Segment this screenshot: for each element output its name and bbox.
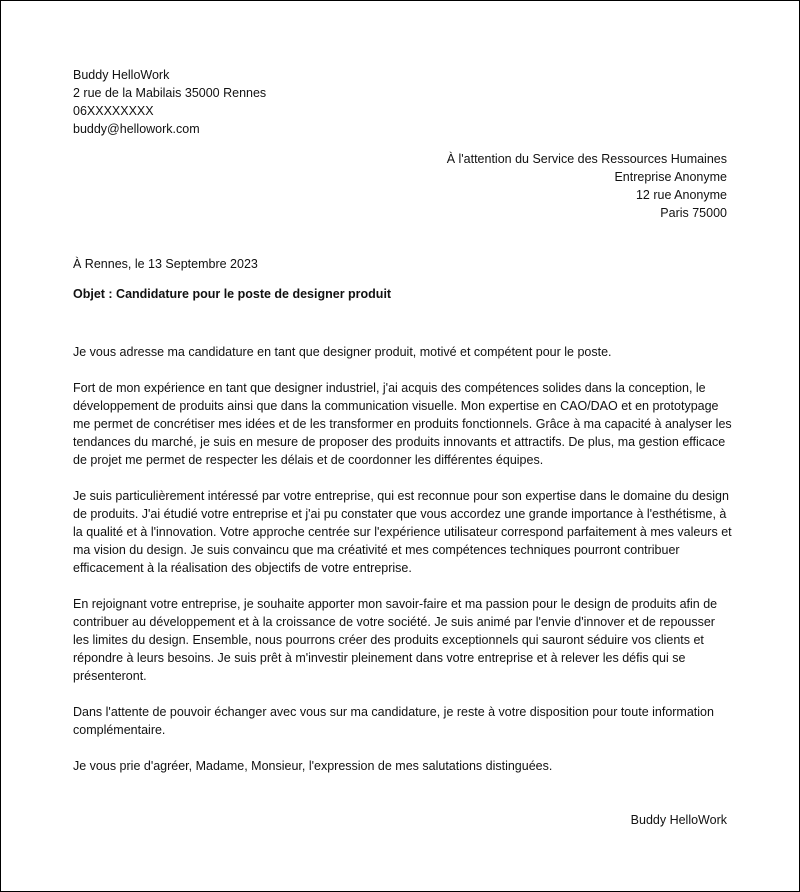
recipient-street: 12 rue Anonyme [635,188,727,202]
sender-address: 2 rue de la Mabilais 35000 Rennes [73,86,267,100]
paragraph-availability: Dans l'attente de pouvoir échanger avec vous sur ma candidature, je reste à votre disposition pour toute information complémentaire. [73,705,714,737]
recipient-city: Paris 75000 [660,206,727,220]
letter-body [73,343,733,793]
date-line: À Rennes, le 13 Septembre 2023 [73,257,258,271]
paragraph-intro: Je vous adresse ma candidature en tant que designer produit, motivé et compétent pour le poste. [73,345,612,359]
sender-block [73,66,266,138]
signature: Buddy HelloWork [630,813,727,827]
recipient-company: Entreprise Anonyme [614,170,727,184]
paragraph-closing: Je vous prie d'agréer, Madame, Monsieur, l'expression de mes salutations distinguées. [73,759,553,773]
subject-line: Objet : Candidature pour le poste de designer produit [73,287,392,301]
recipient-block [447,150,727,222]
sender-name: Buddy HelloWork [73,68,170,82]
sender-phone: 06XXXXXXXX [73,104,154,118]
paragraph-experience: Fort de mon expérience en tant que designer industriel, j'ai acquis des compétences solides dans la conception, le développement de produits ainsi que dans la communication visuelle. Mon expertise en CAO/DAO et en prototypage me permet de concrétiser mes idées et de les transformer en produits fonctionnels. Grâce à ma capacité à analyser les tendances du marché, je suis en mesure de proposer des produits innovants et attractifs. De plus, ma gestion efficace de projet me permet de respecter les délais et de coordonner les différentes équipes. [73,381,732,467]
sender-email: buddy@hellowork.com [73,122,200,136]
paragraph-contribution: En rejoignant votre entreprise, je souhaite apporter mon savoir-faire et ma passion pour le design de produits afin de contribuer au développement et à la croissance de votre société. Je suis animé par l'envie d'innover et de repousser les limites du design. Ensemble, nous pourrons créer des produits exceptionnels qui sauront séduire vos clients et répondre à leurs besoins. Je suis prêt à m'investir pleinement dans votre entreprise et à relever les défis qui se présenteront. [73,597,718,683]
paragraph-company-interest: Je suis particulièrement intéressé par votre entreprise, qui est reconnue pour son expertise dans le domaine du design de produits. J'ai étudié votre entreprise et j'ai pu constater que vous accordez une grande importance à l'esthétisme, à la qualité et à l'innovation. Votre approche centrée sur l'expérience utilisateur correspond parfaitement à mes valeurs et ma vision du design. Je suis convaincu que ma créativité et mes compétences techniques pourront contribuer efficacement à la réalisation des objectifs de votre entreprise. [73,489,732,575]
recipient-attention: À l'attention du Service des Ressources Humaines [446,152,727,166]
